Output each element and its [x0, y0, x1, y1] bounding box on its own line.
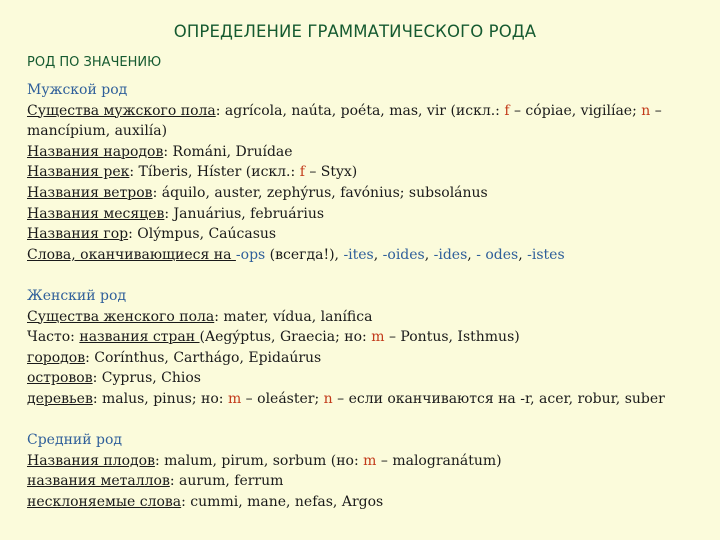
masculine-line-mountains [27, 224, 713, 245]
ending-odes: - odes [476, 246, 519, 263]
line-label: названия стран [79, 329, 200, 346]
gender-marker: m [363, 452, 377, 469]
ending-istes: -istes [527, 246, 565, 263]
separator: , [518, 246, 528, 263]
line-label: названия металлов [27, 473, 170, 490]
line-label: городов [27, 349, 86, 366]
neuter-line-metals [27, 471, 713, 492]
line-text: – cópiae, vigilíae; [509, 102, 642, 119]
line-text: – oleáster; [241, 390, 324, 407]
line-text: : cummi, mane, nefas, Argos [181, 493, 384, 510]
gender-marker: n [641, 102, 651, 119]
masculine-line-months [27, 204, 713, 225]
gender-marker: n [323, 390, 333, 407]
line-label: Названия гор [27, 226, 129, 243]
line-label: несклоняемые слова [27, 493, 182, 510]
line-label: Существа женского пола [27, 308, 215, 325]
line-text: – malogranátum) [376, 452, 502, 469]
separator: , [467, 246, 477, 263]
line-text: : Olýmpus, Caúcasus [128, 226, 277, 243]
section-subtitle: РОД ПО ЗНАЧЕНИЮ [27, 55, 162, 70]
spacer [27, 410, 713, 431]
gender-marker: f [504, 102, 510, 119]
line-text: : Corínthus, Carthágo, Epidaúrus [85, 349, 322, 366]
page-title: ОПРЕДЕЛЕНИЕ ГРАММАТИЧЕСКОГО РОДА [173, 22, 537, 41]
feminine-line-trees [27, 389, 713, 410]
line-text: : Januárius, februárius [164, 205, 325, 222]
line-label: деревьев [27, 390, 93, 407]
line-label: Названия месяцев [27, 205, 165, 222]
ending-ides: -ides [433, 246, 468, 263]
line-text: : malus, pinus; но: [92, 390, 228, 407]
line-label: Названия ветров [27, 184, 153, 201]
masculine-heading: Мужской род [27, 82, 128, 98]
feminine-line-islands [27, 368, 713, 389]
masculine-line-peoples [27, 142, 713, 163]
gender-marker: f [299, 164, 305, 181]
feminine-line-cities [27, 348, 713, 369]
masculine-line-endings [27, 245, 713, 266]
masculine-line-rivers [27, 162, 713, 183]
line-label: Названия народов [27, 143, 164, 160]
line-text: (Aegýptus, Graecia; но: [199, 329, 372, 346]
neuter-line-fruits [27, 451, 713, 472]
masculine-line-beings [27, 101, 713, 142]
separator: , [373, 246, 383, 263]
masculine-line-winds [27, 183, 713, 204]
line-text: (всегда!), [265, 246, 344, 263]
line-text: – Pontus, Isthmus) [384, 329, 520, 346]
line-label: Слова, оканчивающиеся на [27, 246, 236, 263]
line-prefix: Часто: [27, 329, 80, 346]
line-text: – mancípium, auxilía) [27, 102, 662, 140]
content-body [27, 80, 713, 512]
feminine-line-countries [27, 327, 713, 348]
feminine-line-beings [27, 307, 713, 328]
line-text: : mater, vídua, laníf‍ica [214, 308, 373, 325]
spacer [27, 265, 713, 286]
gender-marker: m [371, 329, 385, 346]
line-text: : malum, pirum, sorbum (но: [154, 452, 364, 469]
line-text: – если оканчиваются на -r, acer, robur, suber [332, 390, 665, 407]
line-text: : Cyprus, Chios [92, 370, 201, 387]
ending-ites: -ites [343, 246, 374, 263]
line-text: : Tíberis, Híster (искл.: [129, 164, 300, 181]
line-label: островов [27, 370, 93, 387]
neuter-line-indeclinable [27, 492, 713, 513]
feminine-heading: Женский род [27, 287, 127, 304]
line-label: Названия плодов [27, 452, 155, 469]
gender-marker: m [227, 390, 242, 407]
separator: , [424, 246, 434, 263]
line-text: – Styx) [304, 164, 358, 181]
ending-oides: -oides [382, 246, 425, 263]
line-text: : aurum, ferrum [169, 473, 284, 490]
line-label: Существа мужского пола [27, 102, 216, 119]
line-text: : Románi, Druídae [163, 143, 293, 160]
neuter-heading: Средний род [27, 432, 123, 449]
ending-ops: -ops [235, 246, 266, 263]
line-text: : áquilo, auster, zephýrus, favónius; subsolánus [152, 184, 488, 201]
line-label: Названия рек [27, 164, 130, 181]
line-text: : agrícola, naúta, poéta, mas, vir (искл.: [215, 102, 505, 119]
